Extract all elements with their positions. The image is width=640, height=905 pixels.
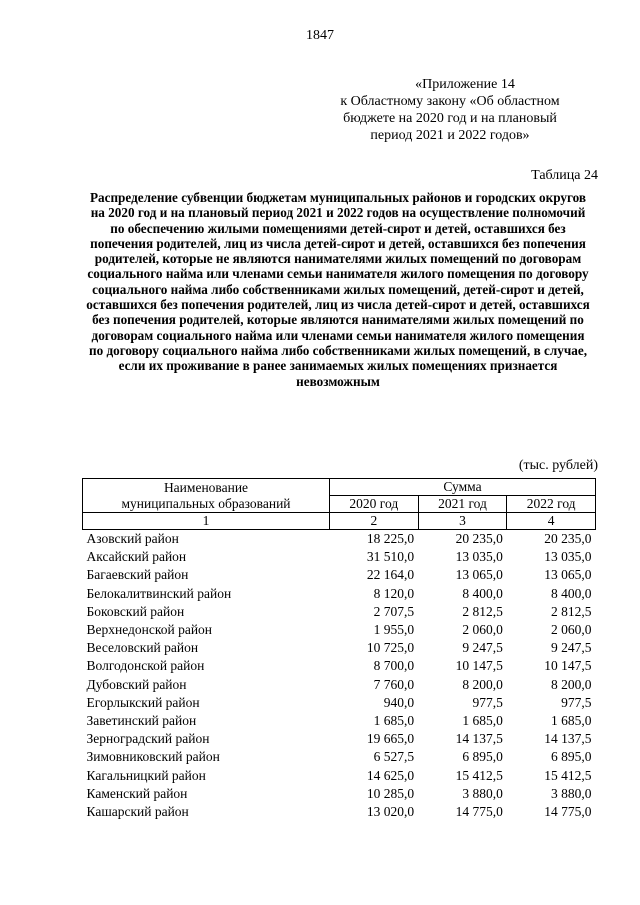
- amount-2020: 1 685,0: [373, 713, 415, 729]
- table-row: [83, 530, 596, 549]
- amount-2020: 8 700,0: [373, 658, 415, 674]
- amount-2022: 3 880,0: [551, 785, 592, 801]
- amount-2020: 2 707,5: [373, 603, 415, 619]
- header-sum: Сумма: [330, 479, 596, 496]
- amount-2020: 14 625,0: [366, 767, 415, 783]
- amount-2021: 2 060,0: [462, 622, 503, 638]
- amount-2021: 15 412,5: [455, 767, 503, 783]
- amount-2022: 8 400,0: [551, 585, 592, 601]
- table-row: [83, 585, 596, 603]
- amount-2021: 20 235,0: [455, 531, 503, 546]
- amount-2022: 1 685,0: [551, 713, 592, 729]
- amount-2021: 6 895,0: [462, 749, 503, 765]
- amount-2020: 10 285,0: [366, 785, 415, 801]
- amount-2021: 8 400,0: [462, 585, 503, 601]
- amount-2021: 8 200,0: [462, 676, 503, 692]
- header-year-2021: 2021 год: [418, 496, 507, 513]
- table-row: [83, 566, 596, 584]
- table-row: [83, 657, 596, 675]
- table-row: [83, 676, 596, 694]
- amount-2020: 7 760,0: [373, 676, 415, 692]
- amount-2022: 13 035,0: [544, 549, 592, 565]
- amount-2020: 8 120,0: [373, 585, 415, 601]
- district-name: Волгодонской район: [86, 658, 205, 674]
- table-row: [83, 712, 596, 730]
- annex-line-1: «Приложение 14: [415, 77, 515, 92]
- table-label: Таблица 24: [531, 168, 598, 183]
- district-name: Кашарский район: [86, 804, 189, 820]
- table-row: [83, 785, 596, 803]
- amount-2020: 22 164,0: [366, 567, 415, 583]
- amount-2021: 13 065,0: [455, 567, 503, 583]
- table-row: [83, 748, 596, 766]
- amount-2021: 1 685,0: [462, 713, 503, 729]
- amount-2021: 2 812,5: [462, 603, 503, 619]
- district-name: Багаевский район: [86, 567, 189, 583]
- table-row: [83, 767, 596, 785]
- header-name-line-2: муниципальных образований: [121, 495, 291, 511]
- amount-2021: 14 775,0: [455, 804, 503, 820]
- table-row: [83, 621, 596, 639]
- amount-2022: 9 247,5: [551, 640, 592, 656]
- district-name: Дубовский район: [86, 676, 187, 692]
- amount-2021: 14 137,5: [455, 731, 503, 747]
- amount-2020: 10 725,0: [366, 640, 415, 656]
- page-number: 1847: [306, 28, 334, 43]
- annex-line-4: период 2021 и 2022 годов»: [370, 128, 530, 143]
- amount-2020: 940,0: [383, 694, 415, 710]
- district-name: Заветинский район: [86, 713, 197, 729]
- amount-2022: 14 137,5: [544, 731, 592, 747]
- district-name: Зерноградский район: [86, 731, 210, 747]
- subvention-table: [82, 478, 596, 821]
- amount-2022: 20 235,0: [544, 531, 592, 546]
- document-title: Распределение субвенции бюджетам муниципальных районов и городских округов на 2020 год и на плановый период 2021 и 2022 годов на осуществление полномочий по обеспечению жилыми помещениями детей-сирот и детей, оставшихся без попечения родителей, лиц из числа детей-сирот и детей, оставшихся без попечения родителей, которые не являются нанимателями жилых помещений по договорам социального найма или членами семьи нанимателя жилого помещения по договору социального найма либо собственниками жилых помещений, детей-сирот и детей, оставшихся без попечения родителей, лиц из числа детей-сирот и детей, оставшихся без попечения родителей, которые являются нанимателями жилых помещений по договорам социального найма или членами семьи нанимателя жилого помещения по договору социального найма либо собственниками жилых помещений, в случае, если их проживание в ранее занимаемых жилых помещениях признается невозможным: [86, 190, 590, 389]
- district-name: Азовский район: [86, 531, 179, 546]
- header-year-2022: 2022 год: [507, 496, 596, 513]
- district-name: Зимовниковский район: [86, 749, 220, 765]
- amount-2022: 2 812,5: [551, 603, 592, 619]
- district-name: Каменский район: [86, 785, 188, 801]
- table-row: [83, 694, 596, 712]
- annex-line-3: бюджете на 2020 год и на плановый: [343, 111, 557, 126]
- amount-2020: 31 510,0: [366, 549, 415, 565]
- district-name: Белокалитвинский район: [86, 585, 232, 601]
- amount-2021: 3 880,0: [462, 785, 503, 801]
- header-year-2020: 2020 год: [330, 496, 419, 513]
- district-name: Верхнедонской район: [86, 622, 213, 638]
- amount-2021: 13 035,0: [455, 549, 503, 565]
- amount-2022: 13 065,0: [544, 567, 592, 583]
- amount-2020: 19 665,0: [366, 731, 415, 747]
- header-name: [83, 479, 330, 513]
- amount-2020: 18 225,0: [366, 531, 415, 546]
- district-name: Кагальницкий район: [86, 767, 206, 783]
- column-index: 3: [418, 513, 507, 530]
- district-name: Боковский район: [86, 603, 185, 619]
- column-index: 1: [83, 513, 330, 530]
- amount-2022: 8 200,0: [551, 676, 592, 692]
- amount-2021: 977,5: [472, 694, 503, 710]
- table-row: [83, 803, 596, 821]
- amount-2022: 6 895,0: [551, 749, 592, 765]
- column-index-row: [83, 513, 596, 530]
- header-name-line-1: Наименование: [163, 479, 249, 495]
- amount-2021: 9 247,5: [462, 640, 503, 656]
- amount-2022: 15 412,5: [544, 767, 592, 783]
- amount-2022: 977,5: [561, 694, 592, 710]
- district-name: Аксайский район: [86, 549, 187, 565]
- district-name: Веселовский район: [86, 640, 199, 656]
- amount-2022: 2 060,0: [551, 622, 592, 638]
- column-index: 2: [330, 513, 419, 530]
- units-label: (тыс. рублей): [518, 458, 598, 473]
- annex-reference: [300, 76, 600, 144]
- amount-2020: 6 527,5: [373, 749, 415, 765]
- district-name: Егорлыкский район: [86, 694, 200, 710]
- table-row: [83, 548, 596, 566]
- annex-line-2: к Областному закону «Об областном: [340, 94, 560, 109]
- amount-2020: 13 020,0: [366, 804, 415, 820]
- column-index: 4: [507, 513, 596, 530]
- amount-2022: 14 775,0: [544, 804, 592, 820]
- table-row: [83, 603, 596, 621]
- amount-2022: 10 147,5: [544, 658, 592, 674]
- amount-2021: 10 147,5: [455, 658, 503, 674]
- table-row: [83, 730, 596, 748]
- table-row: [83, 639, 596, 657]
- amount-2020: 1 955,0: [373, 622, 415, 638]
